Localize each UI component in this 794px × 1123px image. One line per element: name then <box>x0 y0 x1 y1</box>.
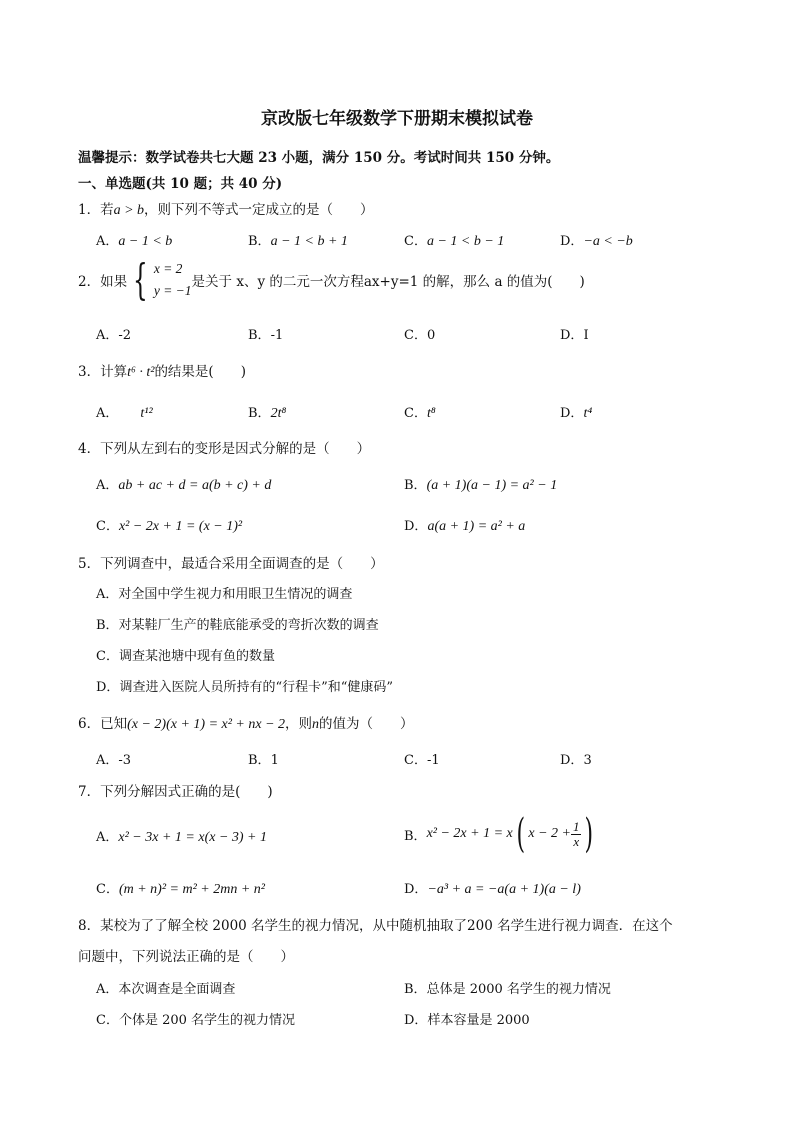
question-number: 4． <box>78 441 101 457</box>
option-d[interactable]: D．样本容量是 2000 <box>404 1013 530 1028</box>
question-text: 若 <box>100 202 114 218</box>
option-b[interactable]: B．(a + 1)(a − 1) = a² − 1 <box>404 478 558 493</box>
option-c[interactable]: C．-1 <box>404 753 440 768</box>
option-b[interactable]: B．-1 <box>248 328 284 343</box>
question-text: 是关于 x、y 的二元一次方程ax+y=1 的解，那么 a 的值为( ) <box>191 274 585 290</box>
option-b[interactable]: B．总体是 2000 名学生的视力情况 <box>404 982 611 997</box>
option-a[interactable]: A．a − 1 < b <box>96 234 173 249</box>
option-a[interactable]: A． t¹² <box>96 406 153 421</box>
option-b[interactable]: B． x² − 2x + 1 = x ( x − 2 + $\frac{1}{x}$ ) <box>404 811 594 857</box>
question-text: 的结果是( ) <box>154 364 246 380</box>
question-text: 下列调查中，最适合采用全面调查的是（ ） <box>100 556 384 572</box>
option-a[interactable]: A．ab + ac + d = a(b + c) + d <box>96 478 272 493</box>
fraction: $\frac{1}{x}$ <box>572 818 580 849</box>
option-c[interactable]: C．(m + n)² = m² + 2mn + n² <box>96 882 265 897</box>
option-a[interactable]: A．-3 <box>96 753 132 768</box>
option-a[interactable]: A．本次调查是全面调查 <box>96 982 236 997</box>
option-d[interactable]: D．a(a + 1) = a² + a <box>404 519 526 534</box>
option-d[interactable]: D．I <box>560 328 589 343</box>
question-1 <box>78 198 374 219</box>
section-heading: 一、单选题(共 10 题；共 40 分) <box>78 176 283 192</box>
math-variable: n <box>312 717 320 732</box>
option-c[interactable]: C．0 <box>404 328 436 343</box>
option-d[interactable]: D．调查进入医院人员所持有的“行程卡”和“健康码” <box>96 680 394 695</box>
question-number: 5． <box>78 556 101 572</box>
question-text: ，则下列不等式一定成立的是（ ） <box>144 202 374 218</box>
question-number: 3． <box>78 364 101 380</box>
option-c[interactable]: C．个体是 200 名学生的视力情况 <box>96 1013 296 1028</box>
option-d[interactable]: D．t⁴ <box>560 406 593 421</box>
question-7 <box>78 780 273 800</box>
question-number: 6． <box>78 716 101 732</box>
question-text: 计算 <box>100 364 128 380</box>
question-number: 1． <box>78 202 101 218</box>
option-a[interactable]: A．对全国中学生视力和用眼卫生情况的调查 <box>96 587 353 602</box>
option-c[interactable]: C．a − 1 < b − 1 <box>404 234 505 249</box>
exam-notice: 温馨提示：数学试卷共七大题 23 小题，满分 150 分。考试时间共 150 分钟。 <box>78 150 560 166</box>
question-text: 如果 <box>100 274 128 290</box>
math-expression: t⁶ · t² <box>127 365 155 380</box>
question-2 <box>78 255 585 304</box>
math-expression: a > b <box>113 203 145 218</box>
option-d[interactable]: D．−a³ + a = −a(a + 1)(a − l) <box>404 882 581 897</box>
option-b[interactable]: B．a − 1 < b + 1 <box>248 234 348 249</box>
question-8 <box>78 914 673 934</box>
option-c[interactable]: C．t⁸ <box>404 406 436 421</box>
option-d[interactable]: D．−a < −b <box>560 234 633 249</box>
question-3 <box>78 360 246 381</box>
math-expression: (x − 2)(x + 1) = x² + nx − 2 <box>127 717 286 732</box>
question-text: 某校为了了解全校 2000 名学生的视力情况，从中随机抽取了200 名学生进行视力调查．在这个 <box>100 918 673 934</box>
question-6 <box>78 712 414 733</box>
question-text: 下列从左到右的变形是因式分解的是（ ） <box>100 441 371 457</box>
question-number: 2． <box>78 274 101 290</box>
option-c[interactable]: C．x² − 2x + 1 = (x − 1)² <box>96 519 243 534</box>
question-number: 8． <box>78 918 101 934</box>
option-b[interactable]: B．1 <box>248 753 279 768</box>
page-title: 京改版七年级数学下册期末模拟试卷 <box>261 109 533 129</box>
question-text: ，则 <box>285 716 313 732</box>
question-8-continued: 问题中，下列说法正确的是（ ） <box>78 949 294 965</box>
question-number: 7． <box>78 784 101 800</box>
question-5 <box>78 552 384 572</box>
question-text: 下列分解因式正确的是( ) <box>100 784 273 800</box>
option-b[interactable]: B．2t⁸ <box>248 406 287 421</box>
question-text: 已知 <box>100 716 128 732</box>
option-c[interactable]: C．调查某池塘中现有鱼的数量 <box>96 649 275 664</box>
option-b[interactable]: B．对某鞋厂生产的鞋底能承受的弯折次数的调查 <box>96 618 379 633</box>
question-text: 的值为（ ） <box>319 716 414 732</box>
option-a[interactable]: A．-2 <box>96 328 132 343</box>
equation-system: { x = 2 y = −1 <box>133 255 192 304</box>
option-d[interactable]: D．3 <box>560 753 592 768</box>
question-4 <box>78 437 370 457</box>
option-a[interactable]: A．x² − 3x + 1 = x(x − 3) + 1 <box>96 830 268 845</box>
